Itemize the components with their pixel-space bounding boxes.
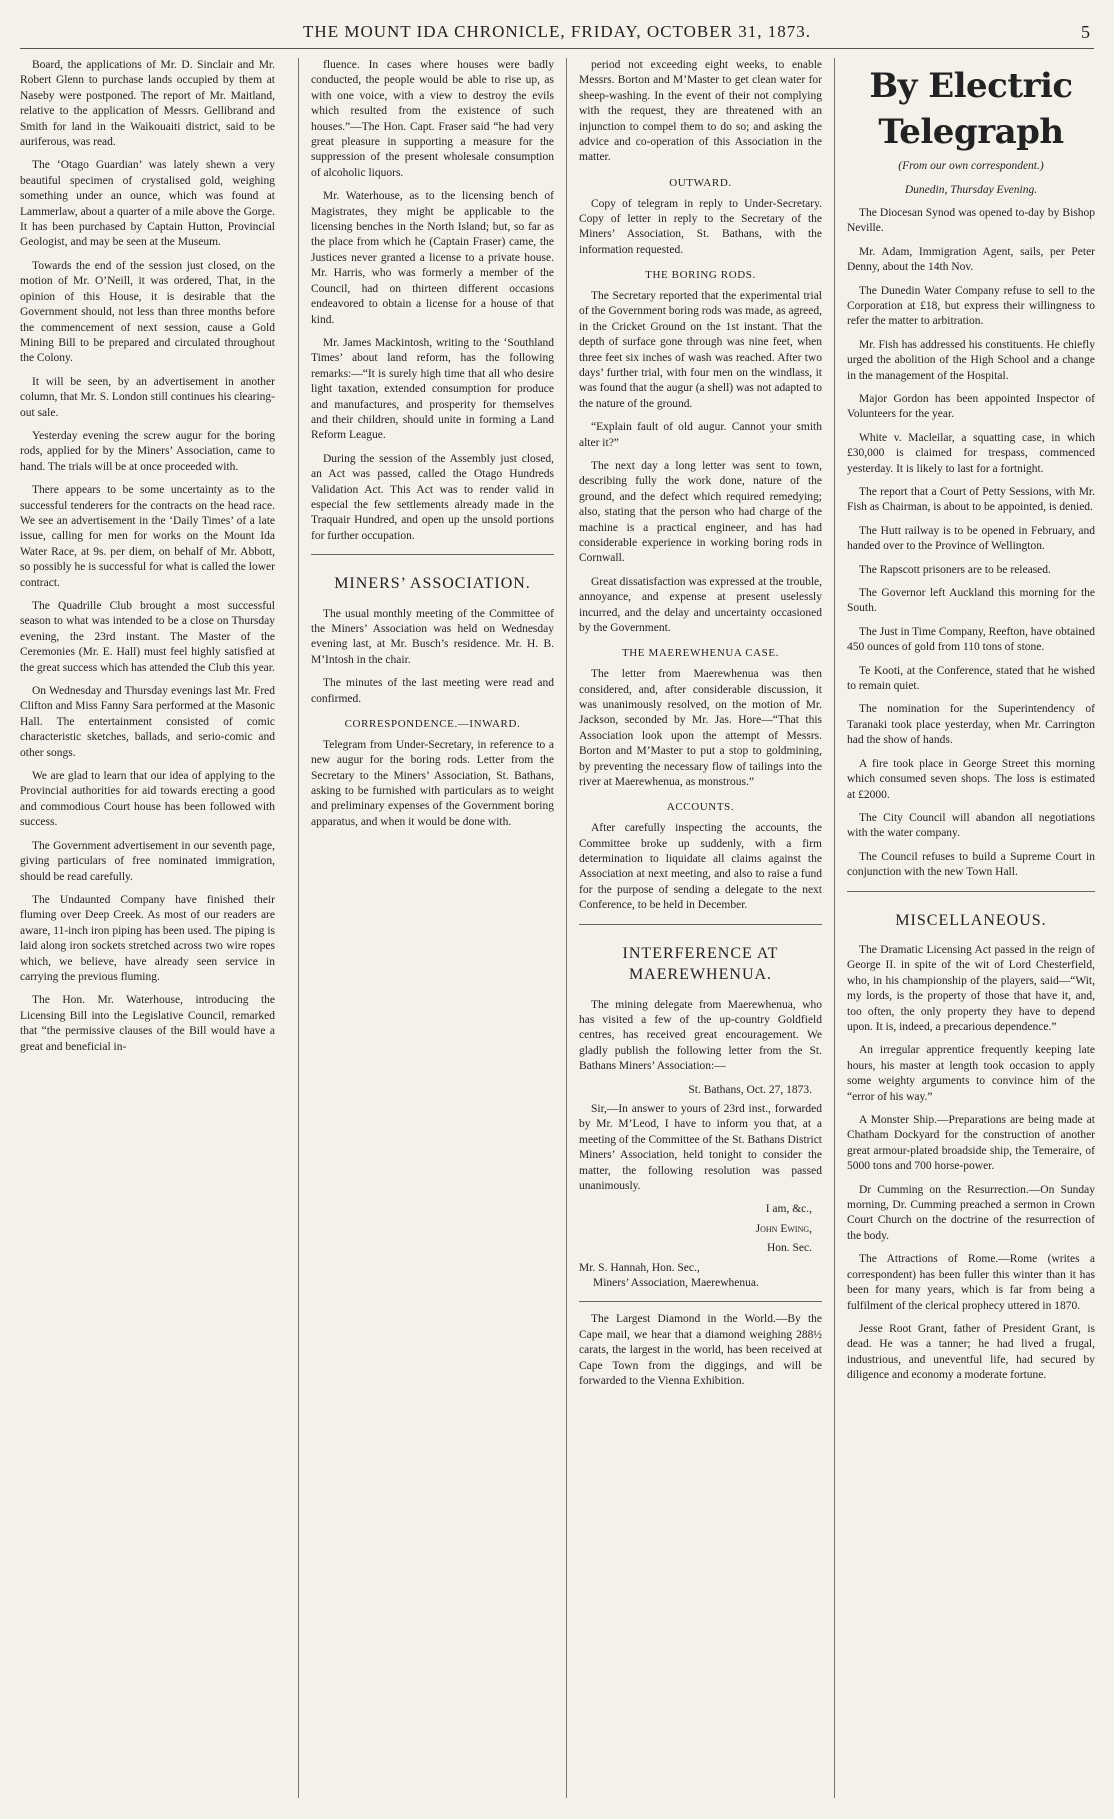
- miners-association-heading: MINERS’ ASSOCIATION.: [334, 575, 531, 593]
- telegraph-dateline: Dunedin, Thursday Evening.: [904, 183, 1038, 196]
- telegraph-item: A fire took place in George Street this morning which consumed seven shops. The loss is estimated at £2000.: [847, 757, 1095, 801]
- maerewhenua-case-heading: THE MAEREWHENUA CASE.: [621, 647, 780, 660]
- telegraph-item: The report that a Court of Petty Sessions, with Mr. Fish as Chairman, is about to be appointed, is denied.: [847, 486, 1095, 514]
- article-paragraph: The Hon. Mr. Waterhouse, introducing the Licensing Bill into the Legislative Council, remarked that “the permissive clauses of the Bill would have a great and beneficial in-: [20, 994, 275, 1053]
- telegraph-item: The City Council will abandon all negotiations with the water company.: [847, 811, 1095, 840]
- masthead: [20, 20, 1094, 49]
- letter-closing: I am, &c.,: [765, 1203, 812, 1216]
- miscellaneous-heading: MISCELLANEOUS.: [895, 911, 1047, 929]
- article-paragraph: Sir,—In answer to yours of 23rd inst., forwarded by Mr. M’Leod, I have to inform you that, at a meeting of the Committee of the St. Bathans District Miners’ Association, held tonight to consider the matter, the following resolution was passed unanimously.: [579, 1102, 822, 1192]
- misc-item: An irregular apprentice frequently keeping late hours, his master at length took occasion to apply some weighty arguments to convince him of the “error of his way.”: [847, 1044, 1095, 1103]
- misc-item: Dr Cumming on the Resurrection.—On Sunday morning, Dr. Cumming preached a sermon in Crown Court Church on the doctrine of the resurrection of the body.: [847, 1183, 1095, 1242]
- column-2: [298, 58, 554, 1798]
- telegraph-item: Major Gordon has been appointed Inspector of Volunteers for the year.: [847, 392, 1095, 421]
- telegraph-item: Mr. Adam, Immigration Agent, sails, per Peter Denny, about the 14th Nov.: [847, 245, 1095, 274]
- article-paragraph: The next day a long letter was sent to town, describing fully the work done, nature of the ground, and the defect which required remedying; also, stating that the person who had charge of the machine is a practical engineer, and has had considerable experience in working boring rods in Cornwall.: [579, 460, 822, 565]
- article-paragraph: period not exceeding eight weeks, to enable Messrs. Borton and M’Master to get clean water for sheep-washing. In the event of their not complying with the request, they are threatened with an injunction to compel them to do so; and asking the advice and co-operation of this Association in the matter.: [579, 59, 822, 164]
- article-paragraph: During the session of the Assembly just closed, an Act was passed, called the Otago Hundreds Validation Act. This Act was to render valid in especial the few settlements already made in the Traquair Hundred, and open up the unsold portions for further occupation.: [311, 452, 554, 542]
- article-paragraph: The Largest Diamond in the World.—By the Cape mail, we hear that a diamond weighing 288½ carats, the largest in the world, has been received at Cape Town from the diggings, and will be forwarded to the Vienna Exhibition.: [579, 1313, 822, 1388]
- letter-dateline: St. Bathans, Oct. 27, 1873.: [688, 1083, 812, 1096]
- article-paragraph: Mr. Waterhouse, as to the licensing bench of Magistrates, they might be applicable to the licensing benches in the North Island; but, so far as the place from which he (Captain Fraser) came, the Justices never granted a license to a private house. Mr. Harris, who was formerly a member of the Council, had on thirteen different occasions endeavored to obtain a license for a house of that kind.: [311, 190, 554, 326]
- article-paragraph: The Secretary reported that the experimental trial of the Government boring rods was made, as agreed, in the Cricket Ground on the 1st instant. That the depth of surface gone through was nine feet, when three feet six inches of wash was reached. After two days’ further trial, with four men on the windlass, it was found that the augur (a shell) was not adapted to the nature of the ground.: [579, 289, 822, 410]
- letter-signer-role: Hon. Sec.: [766, 1242, 812, 1255]
- article-paragraph: Telegram from Under-Secretary, in reference to a new augur for the boring rods. Letter from the Secretary to the Miners’ Association, St. Bathans, asking to be furnished with particulars as to weight and preliminary expenses of the Government boring apparatus, and when it would be done with.: [311, 738, 554, 828]
- article-paragraph: Great dissatisfaction was expressed at the trouble, annoyance, and expense at present uselessly incurred, and the delay and uncertainty occasioned by the Government.: [579, 575, 822, 635]
- article-paragraph: Yesterday evening the screw augur for the boring rods, applied for by the Miners’ Association, came to hand. The trials will be at once proceeded with.: [20, 429, 275, 473]
- article-paragraph: The usual monthly meeting of the Committee of the Miners’ Association was held on Wednesday evening last, at Mr. Busch’s residence. Mr. H. B. M’Intosh in the chair.: [311, 607, 554, 666]
- page-number: 5: [1081, 22, 1090, 42]
- telegraph-item: The nomination for the Superintendency of Taranaki took place yesterday, when Mr. Carrington had the show of hands.: [847, 703, 1095, 747]
- article-paragraph: “Explain fault of old augur. Cannot your smith alter it?”: [579, 421, 822, 449]
- article-paragraph: Mr. James Mackintosh, writing to the ‘Southland Times’ about land reform, has the following remarks:—“It is surely high time that all who desire light taxation, extended consumption for produce and manufactures, and prosperity for themselves and their children, should unite in forming a Land Reform League.: [311, 336, 554, 442]
- telegraph-item: The Governor left Auckland this morning for the South.: [847, 587, 1095, 615]
- divider: [311, 554, 554, 555]
- article-paragraph: After carefully inspecting the accounts, the Committee broke up suddenly, with a firm determination to liquidate all claims against the Association at next meeting, and also to raise a fund for the purpose of sending a delegate to the next Conference, to be held in December.: [579, 822, 822, 912]
- column-3: [566, 58, 822, 1798]
- newspaper-title: THE MOUNT IDA CHRONICLE, FRIDAY, OCTOBER 31, 1873.: [303, 22, 811, 41]
- article-paragraph: Towards the end of the session just closed, on the motion of Mr. O’Neill, it was ordered, That, in the opinion of this House, it is desirable that the Government should, not less than three months before the commencement of next session, cause a Gold Mining Bill to be prepared and circulated throughout the Colony.: [20, 259, 275, 365]
- article-paragraph: fluence. In cases where houses were badly conducted, the people would be able to rise up, as with one voice, with a view to destroy the evils which resulted from the existence of such houses.”—The Hon. Capt. Fraser said “he had very great pleasure in supporting a measure for the suppression of the present wholesale consumption of alcoholic liquors.: [311, 59, 554, 179]
- letter-addressee-org: Miners’ Association, Maerewhenua.: [593, 1277, 759, 1289]
- correspondence-heading: CORRESPONDENCE.—INWARD.: [344, 718, 521, 731]
- misc-item: Jesse Root Grant, father of President Grant, is dead. He was a tanner; he had lived a frugal, industrious, and uneventful life, had secured by diligence and economy a moderate fortune.: [847, 1322, 1095, 1382]
- misc-item: The Dramatic Licensing Act passed in the reign of George II. in spite of the wit of Lord Chesterfield, who, in his championship of the players, said—“Wit, my lords, is the property of those that have it, and, too often, the only property they have to depend upon. It is, indeed, a precarious dependence.”: [847, 943, 1095, 1033]
- article-paragraph: The Undaunted Company have finished their fluming over Deep Creek. As most of our readers are aware, 11-inch iron piping has been used. The piping is laid along iron sockets stretched across two wire ropes which, we believe, have already seen service in carrying the previous fluming.: [20, 893, 275, 983]
- misc-item: The Attractions of Rome.—Rome (writes a correspondent) has been fuller this winter than it has been for many years, which is far from being a fulfilment of the clerical prophecy uttered in 1870.: [847, 1253, 1095, 1312]
- telegraph-item: Mr. Fish has addressed his constituents. He chiefly urged the abolition of the High School and a change in the management of the Hospital.: [847, 338, 1095, 382]
- telegraph-item: The Hutt railway is to be opened in February, and handed over to the Province of Wellington.: [847, 524, 1095, 553]
- article-paragraph: Copy of telegram in reply to Under-Secretary. Copy of letter in reply to the Secretary of the Miners’ Association, St. Bathans, with the information requested.: [579, 197, 822, 256]
- letter-addressee: Mr. S. Hannah, Hon. Sec.,: [579, 1261, 700, 1274]
- divider: [847, 891, 1095, 892]
- letter-signer: John Ewing,: [755, 1222, 812, 1235]
- telegraph-item: Te Kooti, at the Conference, stated that he wished to remain quiet.: [847, 664, 1095, 693]
- telegraph-item: The Council refuses to build a Supreme Court in conjunction with the new Town Hall.: [847, 850, 1095, 879]
- telegraph-heading: By Electric Telegraph: [869, 66, 1073, 152]
- article-paragraph: The minutes of the last meeting were read and confirmed.: [311, 677, 554, 705]
- column-1: [20, 58, 275, 1798]
- article-paragraph: The Government advertisement in our seventh page, giving particulars of free nominated immigration, should be read carefully.: [20, 839, 275, 883]
- boring-rods-heading: THE BORING RODS.: [645, 269, 756, 282]
- accounts-heading: ACCOUNTS.: [666, 801, 735, 814]
- interference-heading: INTERFERENCE AT MAEREWHENUA.: [622, 944, 779, 984]
- article-paragraph: We are glad to learn that our idea of applying to the Provincial authorities for aid towards erecting a good and commodious Court house has been followed with success.: [20, 770, 275, 829]
- telegraph-item: The Rapscott prisoners are to be released.: [859, 563, 1051, 576]
- telegraph-item: White v. Macleilar, a squatting case, in which £30,000 is claimed for trespass, commenced yesterday. It is likely to last for a fortnight.: [847, 431, 1095, 475]
- article-paragraph: It will be seen, by an advertisement in another column, that Mr. S. London still continues his clearing-out sale.: [20, 375, 275, 419]
- divider: [579, 924, 822, 925]
- article-paragraph: The ‘Otago Guardian’ was lately shewn a very beautiful specimen of crystalised gold, weighing something under an ounce, which was found at Lammerlaw, about a quarter of a mile above the Gorge. It has been purchased by Captain Hutton, Provincial Geologist, and may be seen at the Museum.: [20, 159, 275, 249]
- misc-item: A Monster Ship.—Preparations are being made at Chatham Dockyard for the construction of another great armour-plated broadside ship, the Temeraire, of 5000 tons and 700 horse-power.: [847, 1114, 1095, 1173]
- article-paragraph: The Quadrille Club brought a most successful season to what was intended to be a close on Thursday evening, the 23rd instant. The Master of the Ceremonies (Mr. E. Hall) must feel highly satisfied at the great success which has attended the Club this year.: [20, 600, 275, 674]
- telegraph-item: The Dunedin Water Company refuse to sell to the Corporation at £18, but express their willingness to refer the matter to arbitration.: [847, 284, 1095, 328]
- article-paragraph: There appears to be some uncertainty as to the successful tenderers for the contracts on the head race. We see an advertisement in the ‘Daily Times’ of a late issue, calling for men for works on the Mount Ida Water Race, at 9s. per diem, on behalf of Mr. Abbott, so possibly he is successful for what is called the lower contract.: [20, 484, 275, 589]
- article-paragraph: Board, the applications of Mr. D. Sinclair and Mr. Robert Glenn to purchase lands occupied by them at Naseby were postponed. The report of Mr. Maitland, relative to the application of Messrs. Gellibrand and Smith for land in the Waikouaiti district, said to be auriferous, was read.: [20, 59, 275, 149]
- divider: [579, 1301, 822, 1302]
- article-paragraph: The letter from Maerewhenua was then considered, and, after considerable discussion, it was unanimously resolved, on the motion of Mr. Jackson, seconded by Mr. Jas. Hore—“That this Association look upon the attempt of Messrs. Borton and M’Master to put a stop to goldmining, by preventing the necessary flow of tailings into the river at Maerewhenua, as monstrous.”: [579, 668, 822, 789]
- telegraph-item: The Diocesan Synod was opened to-day by Bishop Neville.: [847, 206, 1095, 235]
- article-paragraph: On Wednesday and Thursday evenings last Mr. Fred Clifton and Miss Fanny Sara performed at the Masonic Hall. The entertainment consisted of comic characteristic sketches, ballads, and serio-comic and other songs.: [20, 685, 275, 759]
- column-4: [834, 58, 1095, 1798]
- telegraph-item: The Just in Time Company, Reefton, have obtained 450 ounces of gold from 110 tons of stone.: [847, 625, 1095, 654]
- telegraph-subheading: (From our own correspondent.): [898, 160, 1044, 173]
- article-paragraph: The mining delegate from Maerewhenua, who has visited a few of the up-country Goldfield centres, has received great encouragement. We gladly publish the following letter from the St. Bathans Miners’ Association:—: [579, 998, 822, 1073]
- outward-heading: OUTWARD.: [669, 176, 732, 189]
